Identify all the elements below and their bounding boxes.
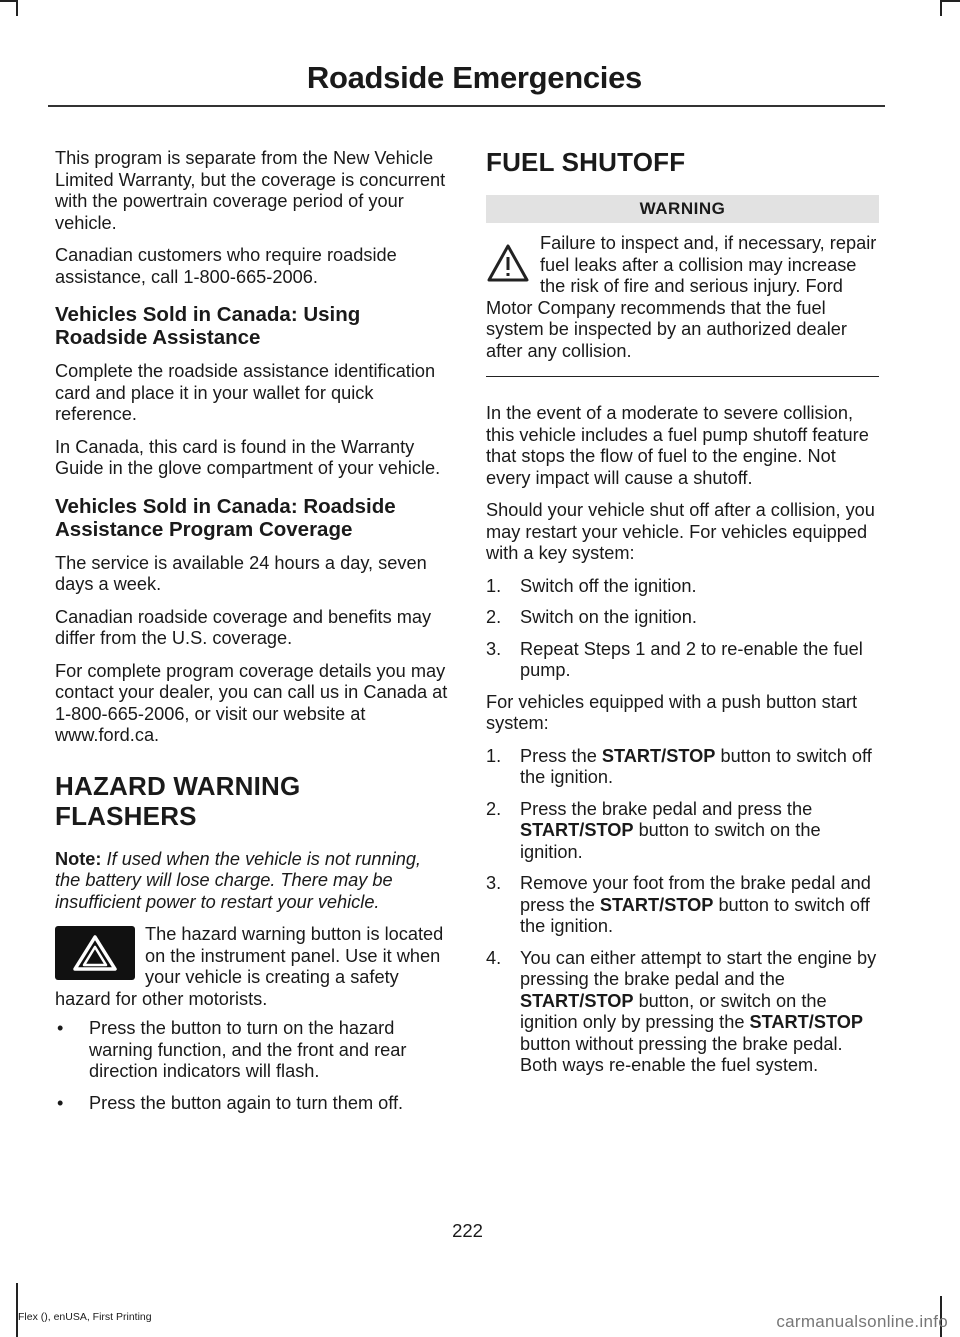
note-label: Note: <box>55 848 102 869</box>
step-number: 4. <box>486 947 502 968</box>
bullet-marker: • <box>57 1092 64 1113</box>
list-item <box>55 1018 448 1083</box>
step-number: 1. <box>486 575 502 596</box>
list-item <box>486 873 879 938</box>
step-number: 2. <box>486 607 502 627</box>
list-item-text: Press the button again to turn them off. <box>89 1092 404 1113</box>
paragraph: In Canada, this card is found in the Warranty Guide in the glove compartment of your vehicle. <box>55 436 441 478</box>
warning-box <box>486 195 879 377</box>
section-heading: Vehicles Sold in Canada: Roadside Assistance Program Coverage <box>55 494 396 541</box>
crop-mark <box>940 0 942 16</box>
list-item <box>486 639 879 682</box>
start-stop-label: START/STOP <box>520 820 634 840</box>
start-stop-label: START/STOP <box>749 1012 864 1032</box>
key-steps-list <box>486 576 879 682</box>
bullet-list <box>55 1018 448 1114</box>
paragraph: Complete the roadside assistance identification card and place it in your wallet for quick reference. <box>55 361 436 424</box>
step-text: button to switch on the ignition. <box>520 820 821 862</box>
warning-triangle-icon <box>486 243 530 283</box>
list-item <box>486 576 879 598</box>
paragraph: Should your vehicle shut off after a collision, you may restart your vehicle. For vehicles equipped with a key system: <box>486 500 875 563</box>
list-item <box>486 799 879 864</box>
step-text: Repeat Steps 1 and 2 to re-enable the fuel pump. <box>520 638 863 680</box>
step-text: Press the brake pedal and press the <box>520 798 813 819</box>
start-stop-label: START/STOP <box>520 990 634 1011</box>
warning-text: Failure to inspect and, if necessary, repair fuel leaks after a collision may increase the risk of fire and serious injury. Ford Motor Company recommends that the fuel system be inspected by an authorized dealer after any collision. <box>486 233 877 361</box>
header-divider <box>48 105 885 107</box>
warning-body <box>486 223 879 377</box>
list-item <box>55 1093 448 1115</box>
page-number: 222 <box>452 1220 483 1241</box>
crop-mark <box>0 0 16 2</box>
page-title: Roadside Emergencies <box>306 60 642 95</box>
crop-mark <box>942 0 960 2</box>
step-text: Remove your foot from the brake pedal and press the <box>520 873 871 915</box>
list-item <box>486 607 879 629</box>
paragraph: The service is available 24 hours a day, seven days a week. <box>55 552 427 594</box>
step-text: You can either attempt to start the engine by pressing the brake pedal and the <box>520 947 877 989</box>
watermark: carmanualsonline.info <box>776 1312 948 1331</box>
list-item <box>486 746 879 789</box>
warning-label: WARNING <box>486 195 879 223</box>
step-text: button to switch off the ignition. <box>520 745 872 787</box>
step-number: 3. <box>486 638 502 659</box>
paragraph: This program is separate from the New Vehicle Limited Warranty, but the coverage is concurrent with the powertrain coverage period of your vehicle. <box>55 148 446 233</box>
chapter-heading: FUEL SHUTOFF <box>486 147 686 177</box>
crop-mark <box>16 1283 18 1337</box>
step-number: 2. <box>486 798 502 819</box>
list-item-text: Press the button to turn on the hazard warning function, and the front and rear direction indicators will flash. <box>89 1018 407 1081</box>
paragraph: Canadian roadside coverage and benefits may differ from the U.S. coverage. <box>55 606 432 648</box>
step-text: Switch on the ignition. <box>520 607 697 627</box>
paragraph: Canadian customers who require roadside assistance, call 1-800-665-2006. <box>55 245 397 287</box>
step-text: button, or switch on the ignition only by pressing the <box>520 990 827 1032</box>
hazard-button-description <box>55 924 448 1018</box>
start-stop-label: START/STOP <box>601 745 716 766</box>
section-heading: Vehicles Sold in Canada: Using Roadside Assistance <box>55 303 361 349</box>
right-column <box>486 143 879 1087</box>
paragraph: In the event of a moderate to severe collision, this vehicle includes a fuel pump shutoff feature that stops the flow of fuel to the engine. Not every impact will cause a shutoff. <box>486 403 869 488</box>
note <box>55 849 448 914</box>
step-text: button without pressing the brake pedal. Both ways re-enable the fuel system. <box>520 1033 843 1075</box>
paragraph: For vehicles equipped with a push button start system: <box>486 691 858 733</box>
paragraph: The hazard warning button is located on the instrument panel. Use it when your vehicle is creating a safety hazard for other motorists. <box>55 924 444 1009</box>
step-text: Press the <box>520 745 602 766</box>
chapter-heading: HAZARD WARNING FLASHERS <box>55 770 301 831</box>
step-text: button to switch off the ignition. <box>520 894 870 936</box>
paragraph: For complete program coverage details you may contact your dealer, you can call us in Canada at 1-800-665-2006, or visit our website at www.ford.ca. <box>55 660 448 745</box>
bullet-marker: • <box>57 1018 64 1038</box>
push-button-steps-list <box>486 746 879 1077</box>
list-item <box>486 948 879 1077</box>
edition-footer: Flex (), enUSA, First Printing <box>18 1311 152 1323</box>
left-column <box>55 148 448 1124</box>
crop-mark <box>16 0 18 16</box>
step-number: 1. <box>486 745 502 766</box>
step-text: Switch off the ignition. <box>520 575 697 596</box>
start-stop-label: START/STOP <box>599 894 714 915</box>
hazard-triangle-icon <box>55 926 135 980</box>
step-number: 3. <box>486 873 502 893</box>
note-text: If used when the vehicle is not running, the battery will lose charge. There may be insufficient power to restart your vehicle. <box>55 848 421 912</box>
